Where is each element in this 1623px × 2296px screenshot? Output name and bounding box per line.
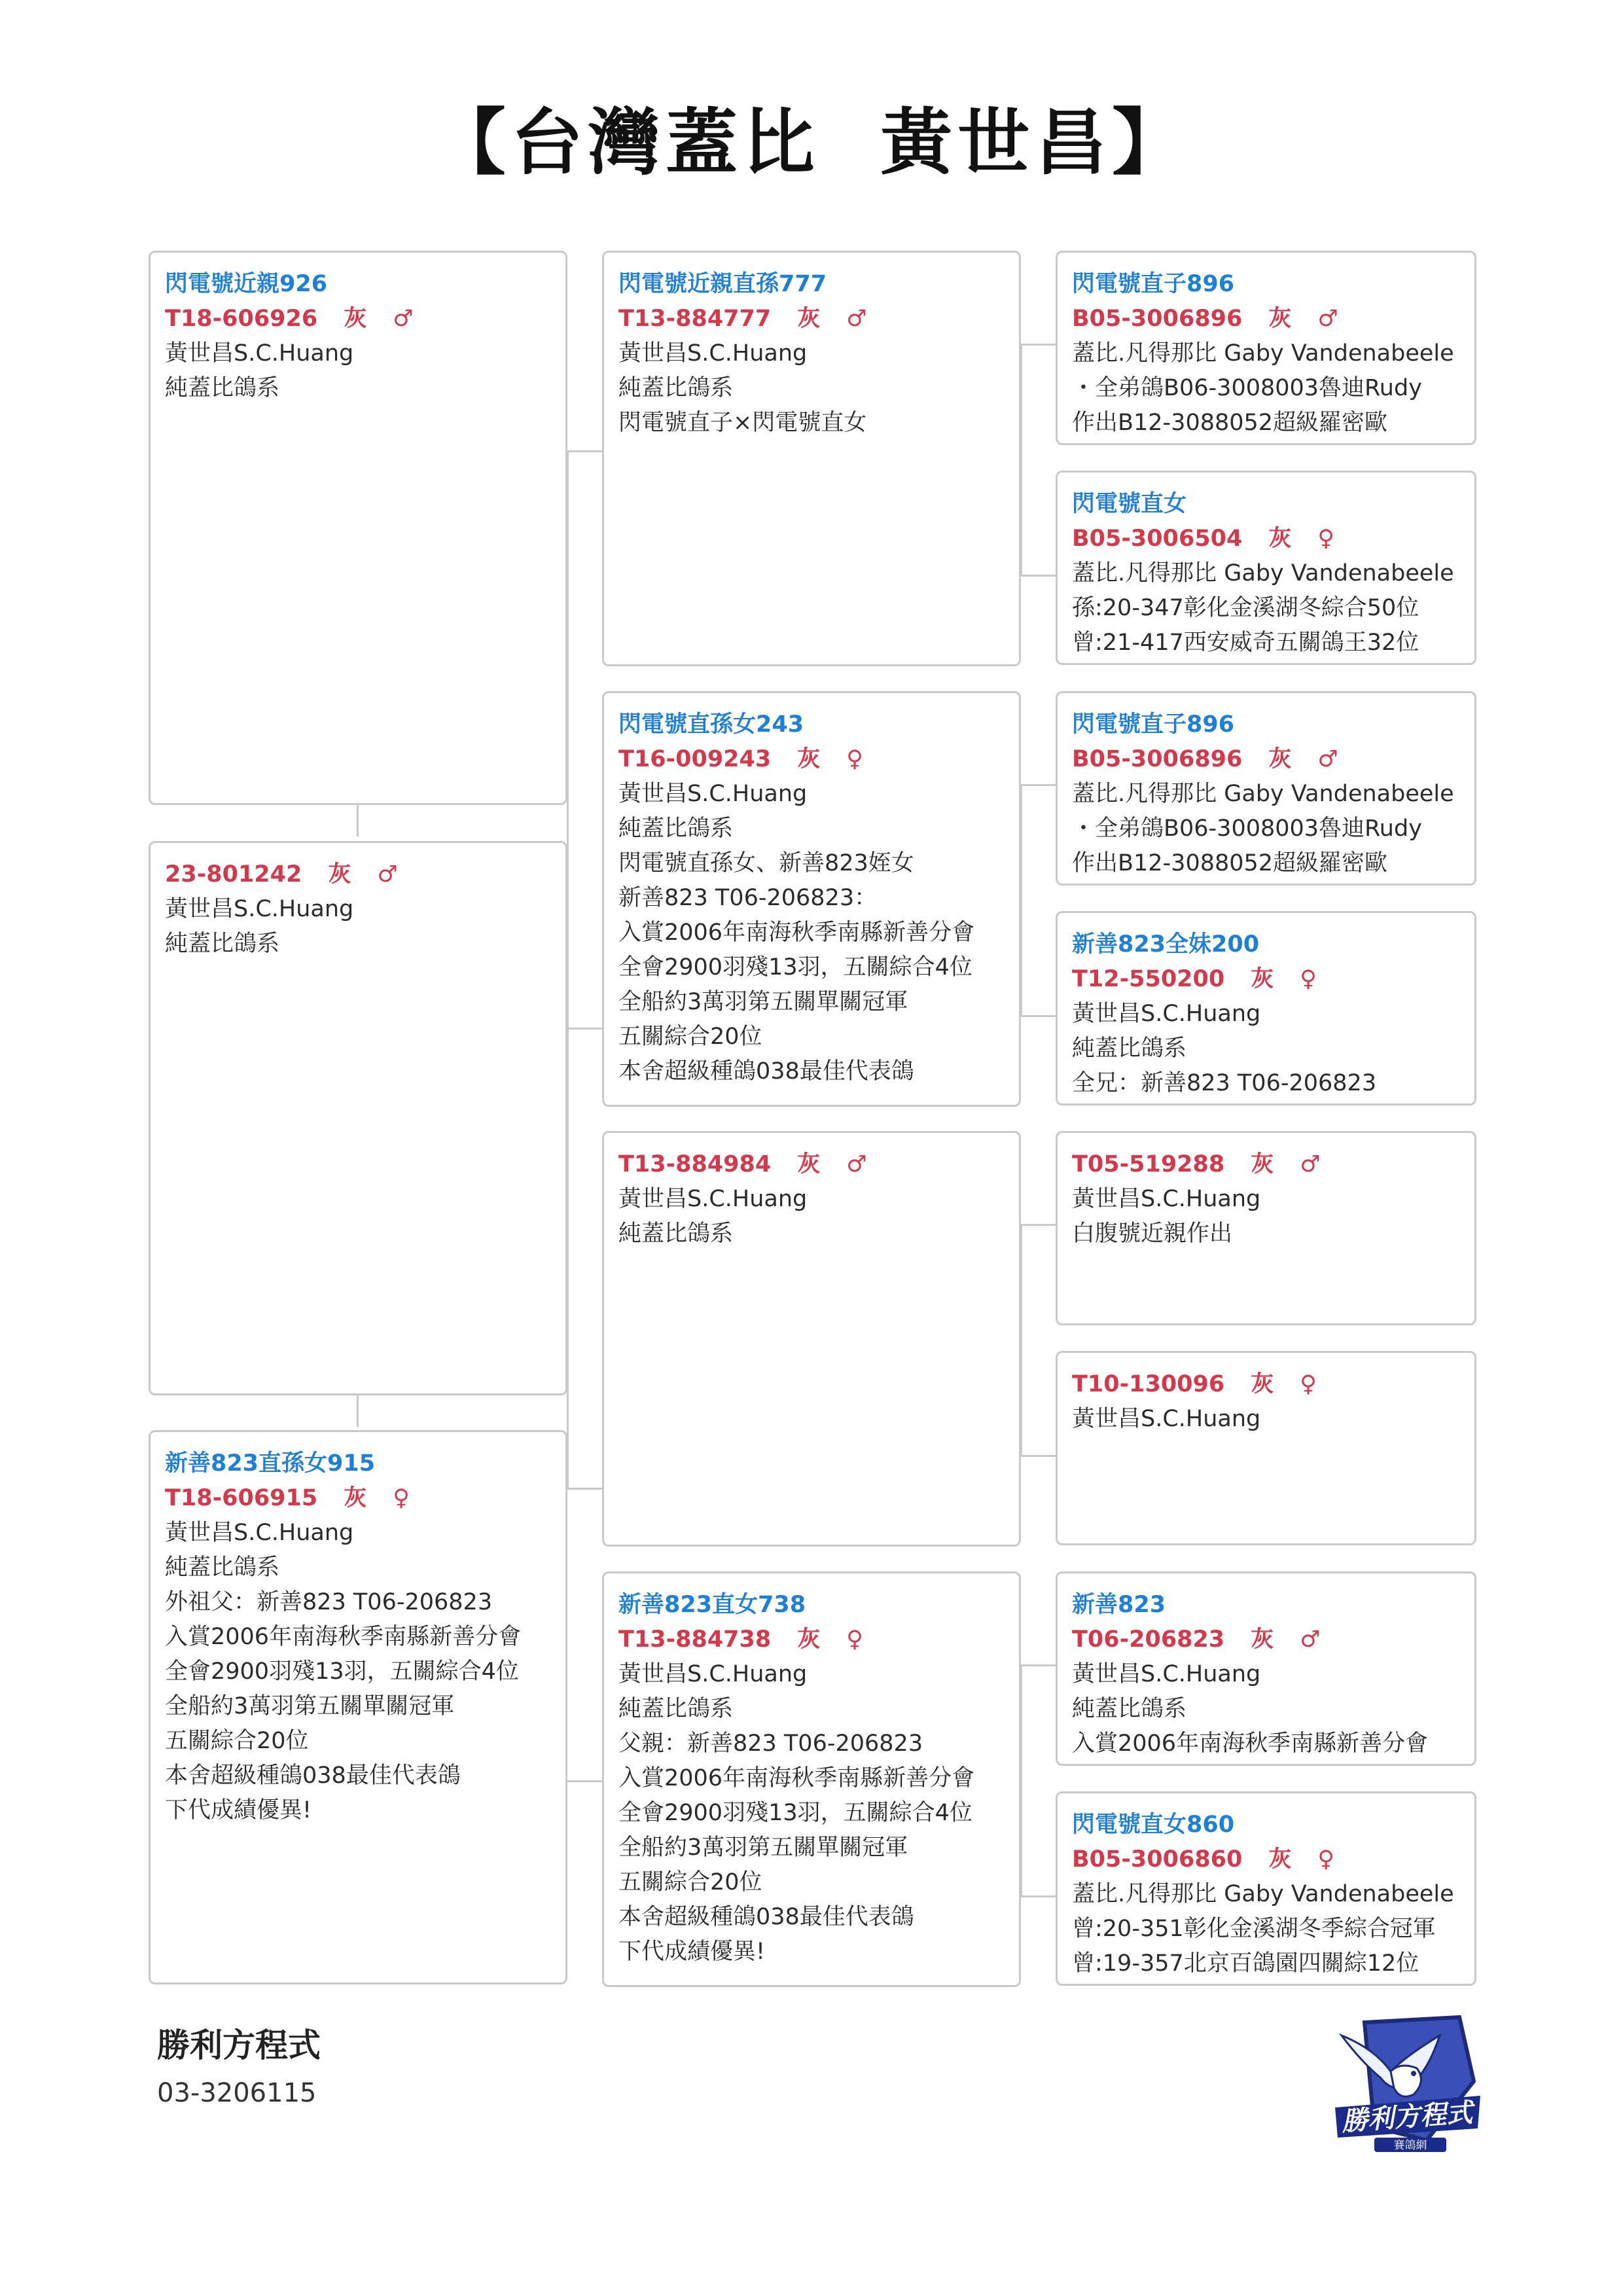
feather-color: 灰: [797, 1626, 821, 1653]
ring-number: T18-606915: [165, 1485, 318, 1511]
pedigree-detail-line: 蓋比.凡得那比 Gaby Vandenabeele: [1072, 1881, 1454, 1907]
ring-row: [1072, 522, 1460, 556]
ring-number: T13-884738: [618, 1626, 772, 1653]
pedigree-detail-line: 全船約3萬羽第五關單關冠軍: [618, 989, 908, 1015]
footer-company-name: 勝利方程式: [157, 2026, 321, 2064]
feather-color: 灰: [1268, 746, 1292, 772]
feather-color: 灰: [344, 1485, 367, 1511]
page-title: 【台灣蓋比 黃世昌】: [433, 100, 1190, 185]
connector: [567, 450, 602, 452]
ring-number: B05-3006896: [1072, 306, 1243, 332]
connector: [1020, 1895, 1058, 1897]
pedigree-detail-line: 純蓋比鴿系: [1072, 1035, 1187, 1062]
pedigree-detail-line: 純蓋比鴿系: [165, 931, 280, 957]
connector: [1020, 344, 1058, 346]
pedigree-detail-line: 入賞2006年南海秋季南縣新善分會: [1072, 1731, 1429, 1757]
ring-number: T13-884984: [618, 1151, 772, 1177]
ring-row: [618, 742, 1005, 777]
connector: [567, 1028, 602, 1030]
pigeon-name: 新善823全妹200: [1072, 931, 1260, 958]
pedigree-detail-line: 五關綜合20位: [618, 1024, 762, 1050]
female-symbol-icon: ♀: [846, 1626, 863, 1653]
ring-row: [618, 1623, 1005, 1657]
female-symbol-icon: ♀: [393, 1485, 410, 1511]
pedigree-detail-line: 本舍超級種鴿038最佳代表鴿: [618, 1058, 914, 1085]
pedigree-card: [1056, 1791, 1476, 1986]
pedigree-card: [602, 691, 1021, 1107]
pedigree-detail-line: 全會2900羽殘13羽，五關綜合4位: [618, 1800, 972, 1826]
feather-color: 灰: [1268, 526, 1292, 552]
connector: [1020, 1015, 1058, 1017]
ring-number: T13-884777: [618, 306, 772, 332]
pedigree-detail-line: 全船約3萬羽第五關單關冠軍: [165, 1693, 455, 1719]
connector: [357, 804, 359, 836]
ring-row: [1072, 1842, 1460, 1877]
pedigree-detail-line: 白腹號近親作出: [1072, 1221, 1233, 1247]
female-symbol-icon: ♀: [1300, 1371, 1317, 1397]
pedigree-detail-line: 純蓋比鴿系: [1072, 1696, 1187, 1722]
pigeon-name: 新善823: [1072, 1592, 1166, 1618]
logo-text: 勝利方程式: [1340, 2098, 1474, 2137]
feather-color: 灰: [797, 306, 821, 332]
pedigree-detail-line: 新善823 T06-206823：: [618, 885, 878, 911]
pedigree-card: [1056, 1351, 1476, 1545]
ring-row: [1072, 962, 1460, 997]
pedigree-detail-line: 五關綜合20位: [165, 1728, 309, 1754]
ring-row: [1072, 1623, 1460, 1657]
feather-color: 灰: [1268, 1846, 1292, 1873]
feather-color: 灰: [328, 861, 351, 888]
connector: [357, 1394, 359, 1427]
pedigree-detail-line: 黃世昌S.C.Huang: [618, 781, 808, 807]
ring-row: [1072, 1147, 1460, 1182]
ring-number: T10-130096: [1072, 1371, 1225, 1397]
pedigree-card: [602, 1131, 1021, 1547]
ring-number: T05-519288: [1072, 1151, 1225, 1177]
logo-subtext: 賽鴿網: [1393, 2139, 1427, 2152]
pedigree-detail-line: 作出B12-3088052超級羅密歐: [1072, 410, 1388, 436]
pedigree-detail-line: 黃世昌S.C.Huang: [618, 340, 808, 367]
pedigree-detail-line: 入賞2006年南海秋季南縣新善分會: [165, 1624, 522, 1650]
male-symbol-icon: ♂: [846, 1151, 867, 1177]
pedigree-detail-line: 全兄：新善823 T06-206823: [1072, 1070, 1377, 1096]
pedigree-detail-line: ・全弟鴿B06-3008003魯迪Rudy: [1072, 816, 1422, 842]
pigeon-name: 閃電號直女860: [1072, 1812, 1235, 1838]
pedigree-detail-line: 純蓋比鴿系: [165, 1554, 280, 1581]
pedigree-detail-line: 外祖父：新善823 T06-206823: [165, 1589, 493, 1615]
pedigree-detail-line: 全船約3萬羽第五關單關冠軍: [618, 1835, 908, 1861]
connector: [1020, 1455, 1058, 1457]
ring-row: [165, 1481, 551, 1516]
female-symbol-icon: ♀: [1300, 966, 1317, 992]
pedigree-detail-line: 作出B12-3088052超級羅密歐: [1072, 850, 1388, 876]
pigeon-name: 新善823直孫女915: [165, 1450, 376, 1477]
pedigree-card: [149, 841, 567, 1395]
ring-number: B05-3006504: [1072, 526, 1243, 552]
ring-number: T06-206823: [1072, 1626, 1225, 1653]
pedigree-detail-line: 閃電號直孫女、新善823姪女: [618, 850, 914, 876]
pedigree-detail-line: 全會2900羽殘13羽，五關綜合4位: [618, 954, 972, 980]
connector: [1020, 575, 1058, 577]
pigeon-name: 閃電號近親直孫777: [618, 271, 827, 297]
female-symbol-icon: ♀: [846, 746, 863, 772]
ring-number: T16-009243: [618, 746, 772, 772]
male-symbol-icon: ♂: [377, 861, 398, 888]
connector: [1020, 1664, 1058, 1666]
pedigree-detail-line: 黃世昌S.C.Huang: [618, 1186, 808, 1212]
male-symbol-icon: ♂: [1317, 746, 1338, 772]
pedigree-detail-line: 黃世昌S.C.Huang: [165, 1520, 354, 1546]
male-symbol-icon: ♂: [393, 306, 414, 332]
pedigree-detail-line: 純蓋比鴿系: [618, 375, 734, 401]
male-symbol-icon: ♂: [1300, 1151, 1321, 1177]
connector: [567, 1488, 602, 1490]
pedigree-detail-line: 閃電號直子×閃電號直女: [618, 410, 867, 436]
pedigree-card: [1056, 691, 1476, 886]
pedigree-detail-line: 蓋比.凡得那比 Gaby Vandenabeele: [1072, 781, 1454, 807]
ring-number: T18-606926: [165, 306, 318, 332]
ring-row: [618, 1147, 1005, 1182]
pedigree-detail-line: 黃世昌S.C.Huang: [165, 896, 354, 922]
connector: [1020, 784, 1058, 786]
connector: [567, 1780, 602, 1782]
pedigree-detail-line: 入賞2006年南海秋季南縣新善分會: [618, 1765, 975, 1791]
pigeon-shield-logo: [1329, 2009, 1486, 2153]
pedigree-card: [1056, 1131, 1476, 1325]
pedigree-detail-line: 蓋比.凡得那比 Gaby Vandenabeele: [1072, 340, 1454, 367]
ring-number: 23-801242: [165, 861, 302, 888]
pigeon-name: 閃電號直孫女243: [618, 711, 804, 738]
pedigree-detail-line: 曾:20-351彰化金溪湖冬季綜合冠軍: [1072, 1916, 1436, 1942]
pedigree-detail-line: 下代成績優異!: [165, 1797, 312, 1823]
pedigree-detail-line: 純蓋比鴿系: [618, 1221, 734, 1247]
pedigree-detail-line: 黃世昌S.C.Huang: [165, 340, 354, 367]
pedigree-card: [602, 251, 1021, 666]
male-symbol-icon: ♂: [1317, 306, 1338, 332]
pedigree-detail-line: 本舍超級種鴿038最佳代表鴿: [618, 1904, 914, 1930]
pedigree-detail-line: 五關綜合20位: [618, 1869, 762, 1895]
pedigree-card: [1056, 471, 1476, 665]
footer-phone: 03-3206115: [157, 2078, 317, 2108]
feather-color: 灰: [1251, 1626, 1274, 1653]
pedigree-detail-line: 純蓋比鴿系: [618, 1696, 734, 1722]
feather-color: 灰: [1251, 1371, 1274, 1397]
pedigree-detail-line: 蓋比.凡得那比 Gaby Vandenabeele: [1072, 560, 1454, 586]
feather-color: 灰: [797, 746, 821, 772]
feather-color: 灰: [1251, 966, 1274, 992]
feather-color: 灰: [1251, 1151, 1274, 1177]
pedigree-card: [1056, 911, 1476, 1105]
pedigree-detail-line: 本舍超級種鴿038最佳代表鴿: [165, 1763, 461, 1789]
pedigree-detail-line: 黃世昌S.C.Huang: [1072, 1001, 1261, 1027]
ring-row: [165, 857, 551, 892]
pedigree-card: [149, 1430, 567, 1984]
male-symbol-icon: ♂: [1300, 1626, 1321, 1653]
pedigree-detail-line: 純蓋比鴿系: [165, 375, 280, 401]
ring-row: [1072, 1367, 1460, 1402]
pedigree-card: [602, 1571, 1021, 1987]
ring-row: [1072, 302, 1460, 336]
feather-color: 灰: [1268, 306, 1292, 332]
pedigree-detail-line: 曾:19-357北京百鴿園四關綜12位: [1072, 1950, 1419, 1977]
male-symbol-icon: ♂: [846, 306, 867, 332]
ring-row: [618, 302, 1005, 336]
female-symbol-icon: ♀: [1317, 1846, 1335, 1873]
pigeon-name: 新善823直女738: [618, 1592, 806, 1618]
pedigree-card: [1056, 251, 1476, 445]
pedigree-detail-line: 黃世昌S.C.Huang: [1072, 1186, 1261, 1212]
pedigree-detail-line: 入賞2006年南海秋季南縣新善分會: [618, 920, 975, 946]
feather-color: 灰: [797, 1151, 821, 1177]
ring-number: T12-550200: [1072, 966, 1225, 992]
pedigree-detail-line: 父親：新善823 T06-206823: [618, 1731, 923, 1757]
female-symbol-icon: ♀: [1317, 526, 1335, 552]
pedigree-detail-line: 黃世昌S.C.Huang: [1072, 1661, 1261, 1687]
pedigree-card: [149, 251, 567, 805]
pedigree-detail-line: 黃世昌S.C.Huang: [1072, 1406, 1261, 1432]
pedigree-detail-line: 孫:20-347彰化金溪湖冬綜合50位: [1072, 595, 1419, 621]
connector: [1020, 1224, 1058, 1226]
pedigree-detail-line: ・全弟鴿B06-3008003魯迪Rudy: [1072, 375, 1422, 401]
pedigree-detail-line: 黃世昌S.C.Huang: [618, 1661, 808, 1687]
pigeon-name: 閃電號近親926: [165, 271, 328, 297]
pedigree-detail-line: 曾:21-417西安威奇五關鴿王32位: [1072, 630, 1419, 656]
pedigree-detail-line: 下代成績優異!: [618, 1939, 766, 1965]
ring-number: B05-3006860: [1072, 1846, 1243, 1873]
feather-color: 灰: [344, 306, 367, 332]
ring-number: B05-3006896: [1072, 746, 1243, 772]
pedigree-detail-line: 純蓋比鴿系: [618, 816, 734, 842]
ring-row: [165, 302, 551, 336]
ring-row: [1072, 742, 1460, 777]
pigeon-name: 閃電號直子896: [1072, 271, 1235, 297]
pigeon-name: 閃電號直女: [1072, 491, 1187, 517]
pedigree-card: [1056, 1571, 1476, 1766]
pigeon-name: 閃電號直子896: [1072, 711, 1235, 738]
pedigree-detail-line: 全會2900羽殘13羽，五關綜合4位: [165, 1659, 519, 1685]
